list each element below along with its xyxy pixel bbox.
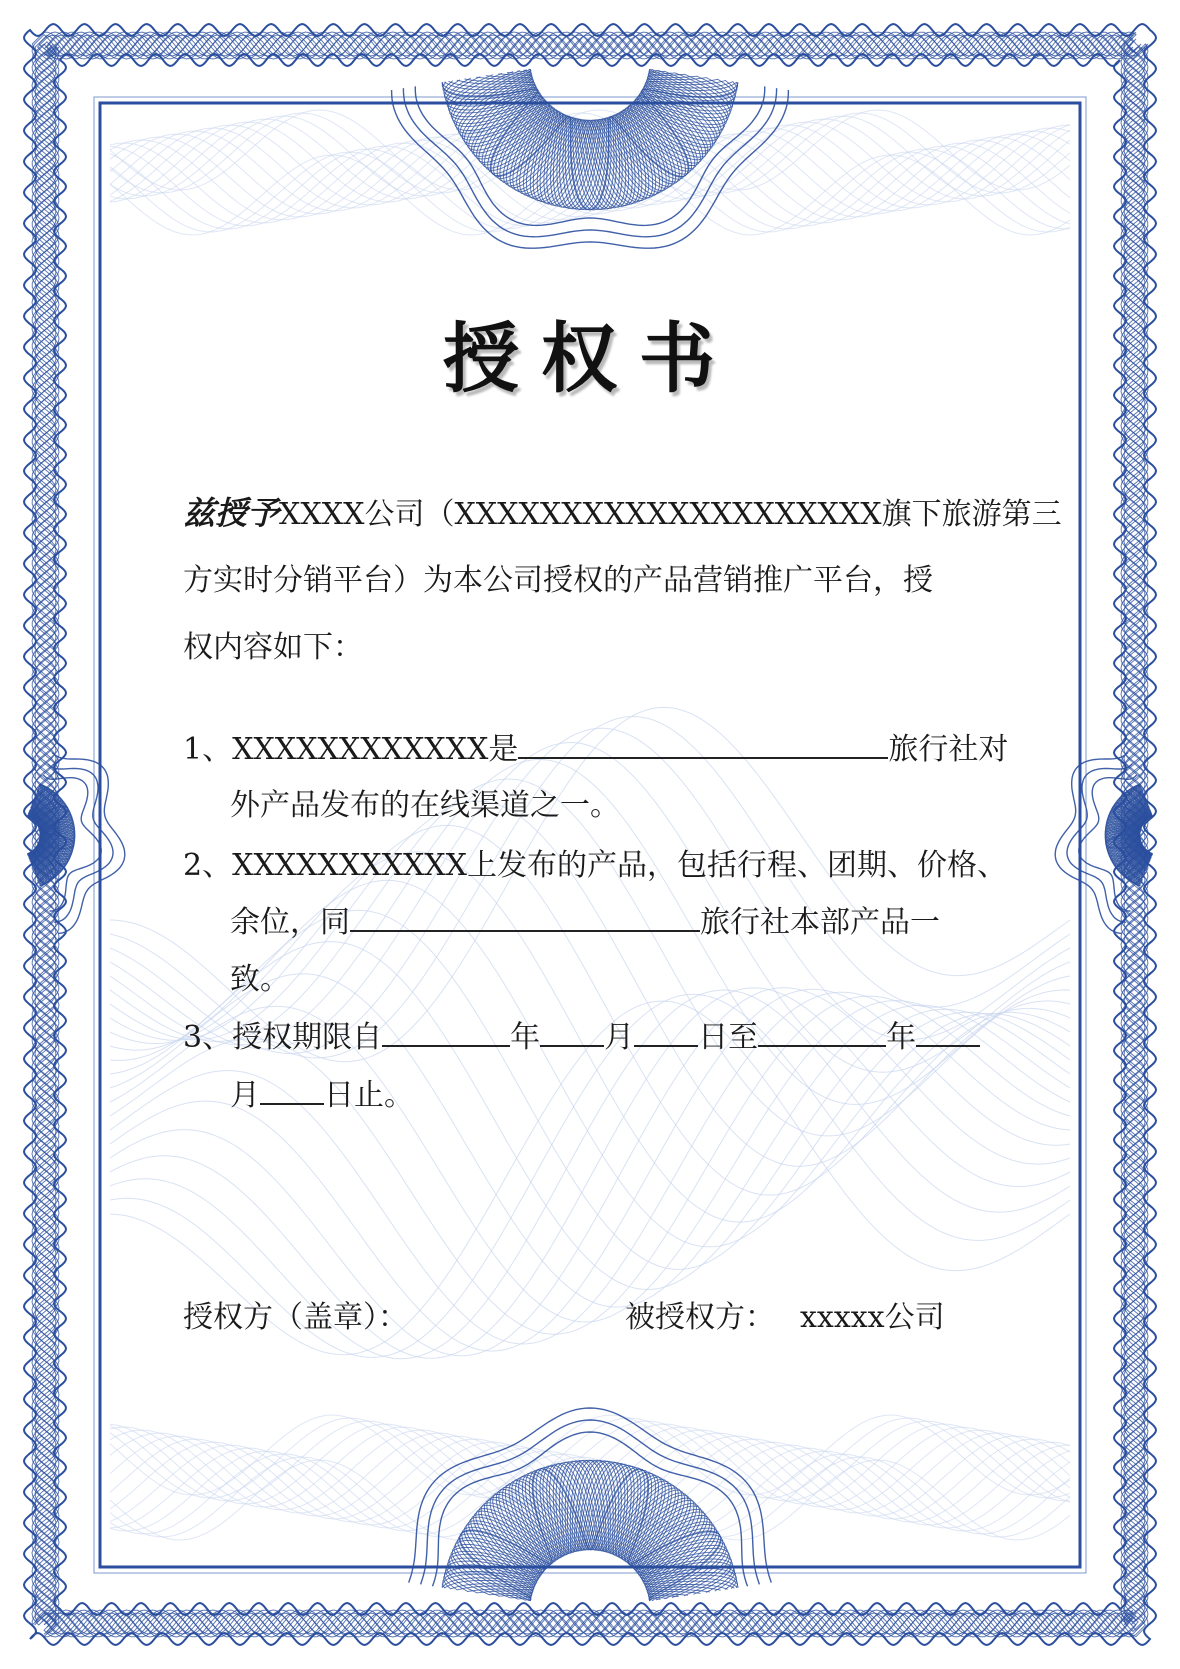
item-2-text-post: 旅行社本部产品一	[700, 905, 940, 940]
start-month-label: 月	[604, 1020, 635, 1055]
intro-lead: 兹授予	[183, 494, 280, 532]
end-day-blank[interactable]	[260, 1077, 324, 1105]
end-month-blank[interactable]	[916, 1019, 980, 1047]
item-2-line-3: 致。	[230, 962, 290, 997]
top-rosette-ornament	[392, 69, 789, 248]
intro-line-1-text: XXXX公司（XXXXXXXXXXXXXXXXXXXX旗下旅游第三	[279, 497, 1062, 532]
item-3-text-pre: 授权期限自	[232, 1020, 383, 1055]
item-2-text: XXXXXXXXXXX上发布的产品，包括行程、团期、价格、	[232, 848, 1008, 883]
end-year-blank[interactable]	[758, 1019, 886, 1047]
item-1-line-2: 外产品发布的在线渠道之一。	[230, 788, 620, 823]
item-1-agency-blank[interactable]	[518, 731, 888, 759]
item-3-number: 3、	[183, 1020, 233, 1055]
intro-line-2: 方实时分销平台）为本公司授权的产品营销推广平台，授	[183, 563, 933, 598]
item-1-number: 1、	[183, 732, 233, 767]
grantee-value: xxxxx公司	[800, 1300, 945, 1335]
item-1-text-pre: XXXXXXXXXXXX是	[232, 732, 519, 767]
grantor-label: 授权方（盖章）：	[183, 1300, 408, 1335]
item-2-number: 2、	[183, 848, 233, 883]
item-1-text-post: 旅行社对	[888, 732, 1009, 767]
start-year-blank[interactable]	[382, 1019, 510, 1047]
item-2-text-pre: 余位，同	[230, 905, 350, 940]
grantee-label: 被授权方：	[625, 1300, 775, 1335]
item-2-agency-blank[interactable]	[350, 904, 700, 932]
end-day-label: 日止。	[324, 1078, 414, 1113]
item-2-line-2	[230, 897, 940, 941]
intro-line-3: 权内容如下：	[183, 630, 363, 665]
end-month-label: 月	[230, 1078, 260, 1113]
start-day-label: 日至	[698, 1020, 759, 1055]
item-1-line-1	[183, 724, 1008, 768]
start-month-blank[interactable]	[540, 1019, 604, 1047]
item-3-line-1	[183, 1012, 980, 1056]
item-2-line-1	[183, 840, 1007, 884]
intro-line-1	[183, 488, 1062, 534]
end-year-label: 年	[886, 1020, 917, 1055]
start-year-label: 年	[510, 1020, 541, 1055]
item-3-line-2	[230, 1070, 414, 1114]
document-title: 授权书	[443, 314, 737, 403]
start-day-blank[interactable]	[634, 1019, 698, 1047]
